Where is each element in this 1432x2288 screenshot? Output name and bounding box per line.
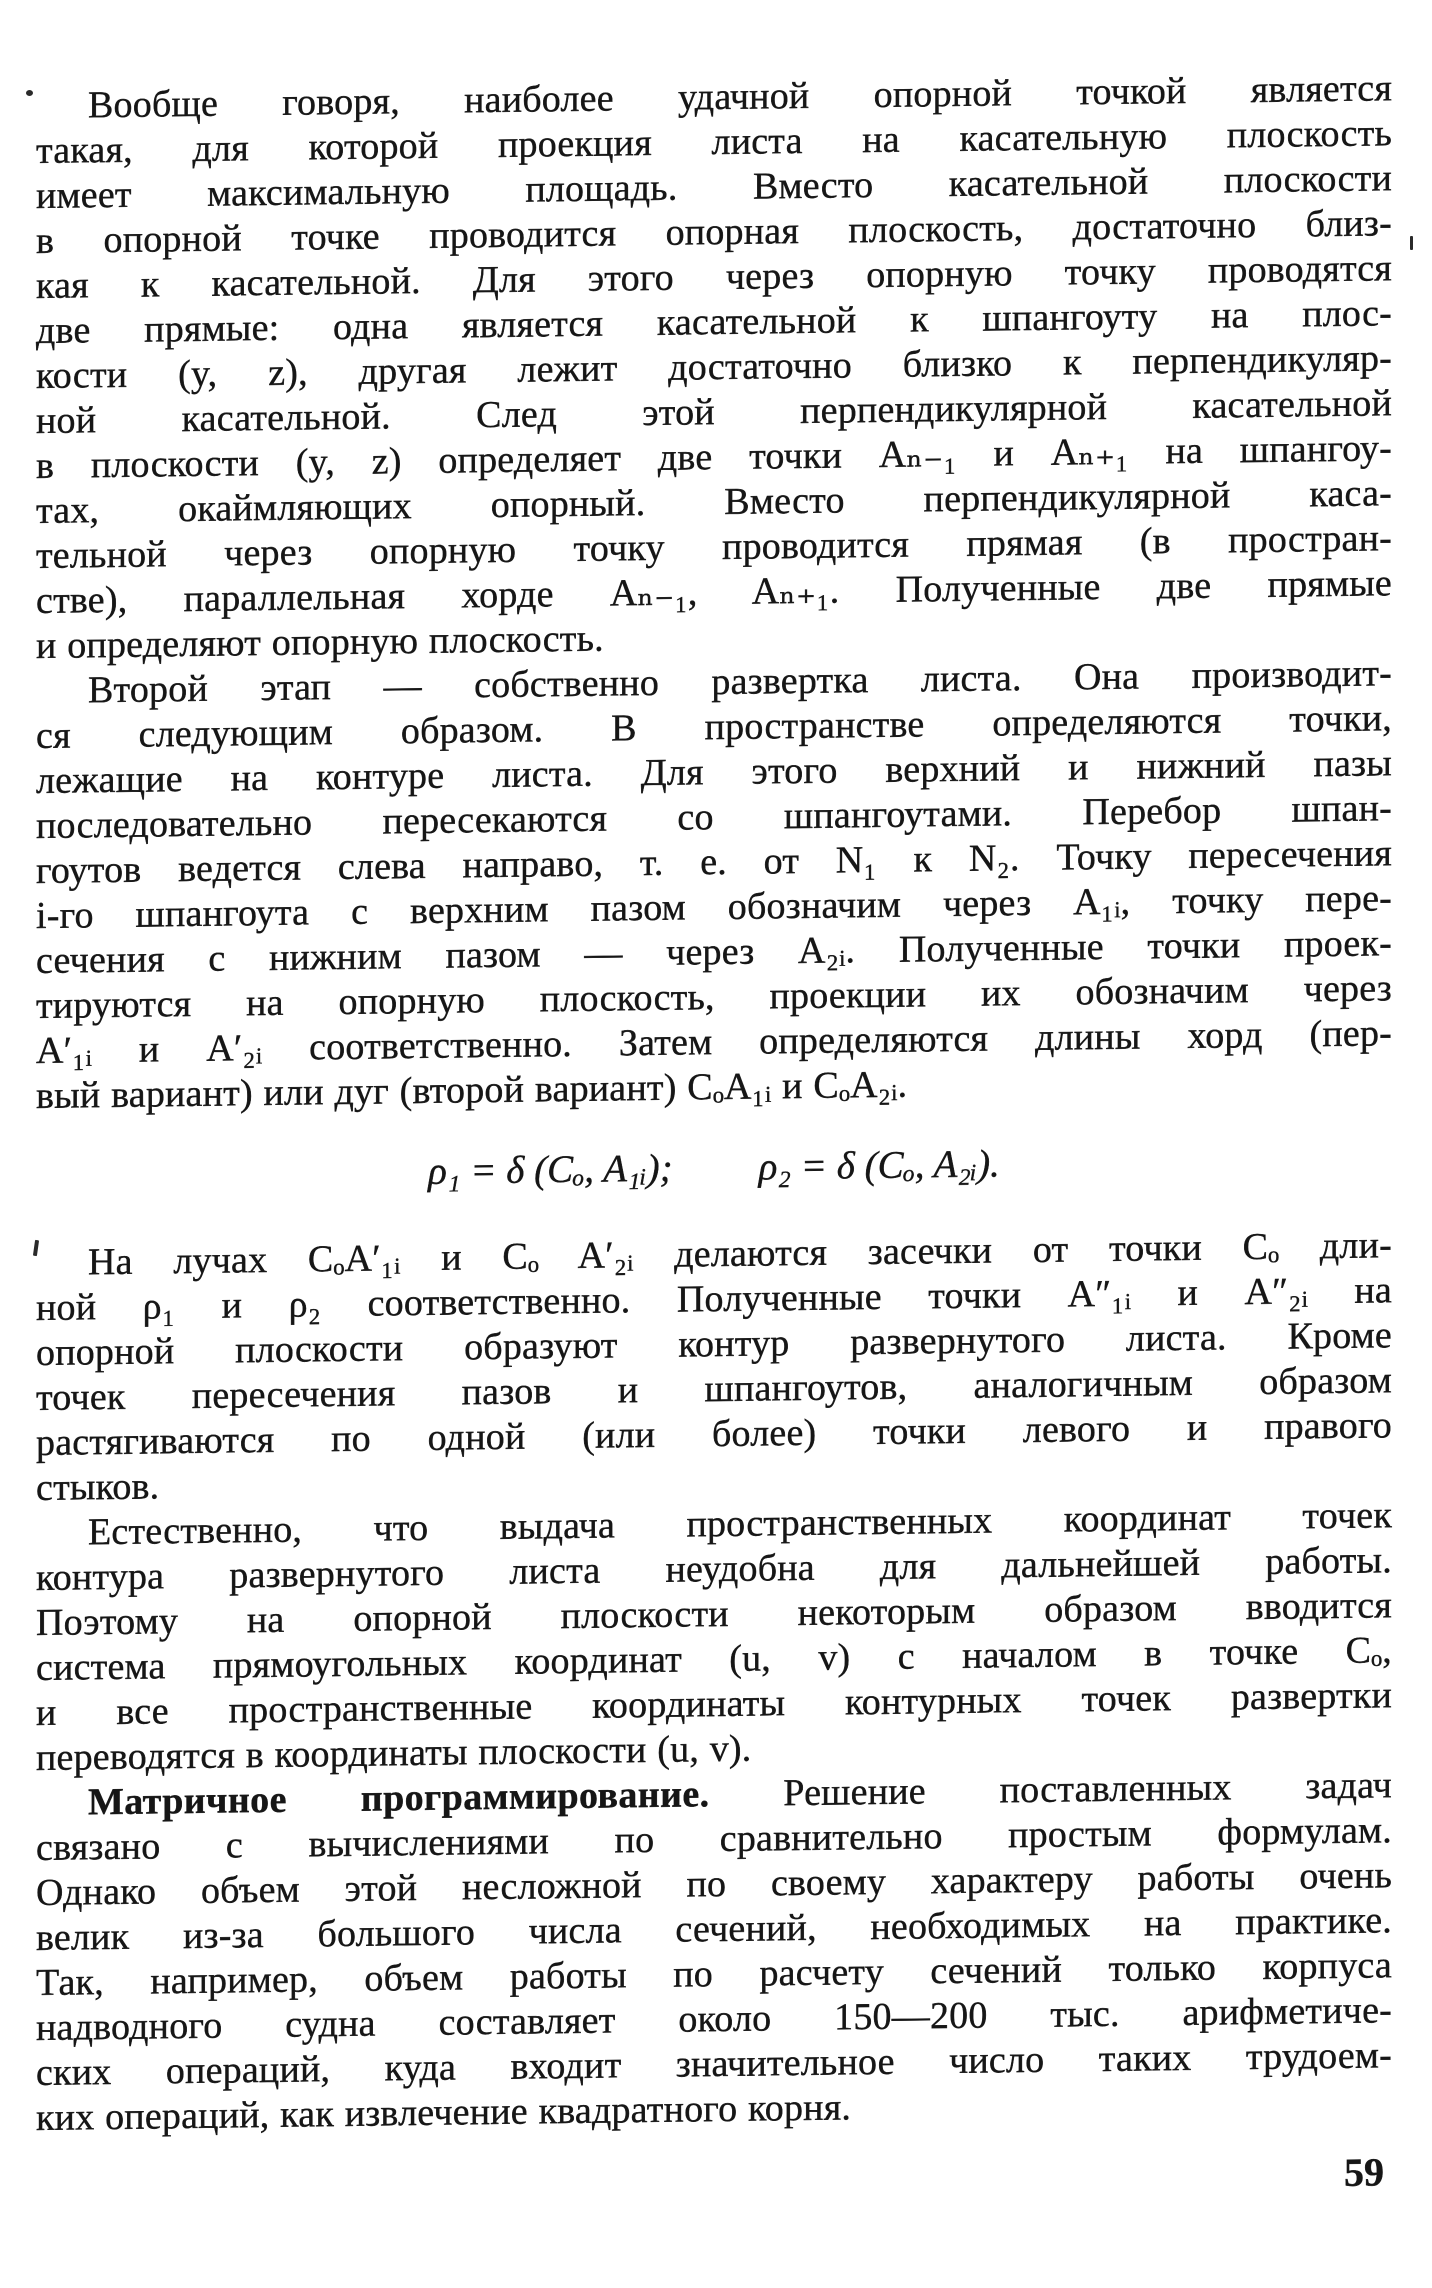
text-line: гоутов ведется слева направо, т. е. от N₁ к N₂. Точку пересечения bbox=[36, 832, 1392, 892]
text-line: ских операций, куда входит значительное число таких трудоем- bbox=[36, 2034, 1392, 2094]
text-line: контура развернутого листа неудобна для дальнейшей работы. bbox=[36, 1539, 1392, 1599]
text-line: Так, например, объем работы по расчету сечений только корпуса bbox=[36, 1944, 1392, 2004]
text-line: стве), параллельная хорде Aₙ₋₁, Aₙ₊₁. Полученные две прямые bbox=[36, 562, 1392, 622]
text-line: ся следующим образом. В пространстве определяются точки, bbox=[36, 697, 1392, 757]
text-line: переводятся в координаты плоскости (u, v). bbox=[36, 1727, 752, 1779]
text-line: Естественно, что выдача пространственных координат точек bbox=[88, 1494, 1392, 1554]
text-line: растягиваются по одной (или более) точки левого и правого bbox=[36, 1404, 1392, 1464]
text-line: тируются на опорную плоскость, проекции их обозначим через bbox=[36, 967, 1392, 1027]
text-line: две прямые: одна является касательной к шпангоуту на плос- bbox=[36, 292, 1392, 352]
text-line: в опорной точке проводится опорная плоскость, достаточно близ- bbox=[36, 202, 1392, 262]
bold-lead: Матричное программирование. bbox=[88, 1773, 710, 1824]
text-line: опорной плоскости образуют контур развернутого листа. Кроме bbox=[36, 1314, 1392, 1374]
scan-speck bbox=[26, 90, 33, 96]
line-text: Решение поставленных задач bbox=[709, 1764, 1392, 1816]
text-line: i-го шпангоута с верхним пазом обозначим через A₁ᵢ, точку пере- bbox=[36, 877, 1392, 937]
text-line: Второй этап — собственно развертка листа. Она производит- bbox=[88, 652, 1392, 712]
text-line: велик из-за большого числа сечений, необходимых на практике. bbox=[36, 1899, 1392, 1959]
text-line: имеет максимальную площадь. Вместо касательной плоскости bbox=[36, 157, 1392, 217]
text-line: в плоскости (y, z) определяет две точки Aₙ₋₁ и Aₙ₊₁ на шпангоу- bbox=[36, 427, 1392, 487]
text-line: кая к касательной. Для этого через опорную точку проводятся bbox=[36, 247, 1392, 307]
text-line: Поэтому на опорной плоскости некоторым образом вводится bbox=[36, 1584, 1392, 1644]
text-line: A′₁ᵢ и A′₂ᵢ соответственно. Затем определяются длины хорд (пер- bbox=[36, 1012, 1392, 1072]
text-line: кости (y, z), другая лежит достаточно близко к перпендикуляр- bbox=[36, 337, 1392, 397]
paragraph bbox=[36, 1223, 1392, 1511]
text-line: надводного судна составляет около 150—200 тыс. арифметиче- bbox=[36, 1989, 1392, 2049]
text-line: ной ρ₁ и ρ₂ соответственно. Полученные точки A″₁ᵢ и A″₂ᵢ на bbox=[36, 1269, 1392, 1329]
text-line: сечения с нижним пазом — через A₂ᵢ. Полученные точки проек- bbox=[36, 922, 1392, 982]
paragraph bbox=[36, 66, 1392, 669]
text-line: тельной через опорную точку проводится прямая (в простран- bbox=[36, 517, 1392, 577]
paragraph bbox=[36, 651, 1392, 1119]
text-line: последовательно пересекаются со шпангоутами. Перебор шпан- bbox=[36, 787, 1392, 847]
page-number: 59 bbox=[1344, 2149, 1384, 2195]
paragraph bbox=[36, 1493, 1392, 1781]
formula-right: ρ₂ = δ (Cₒ, A₂ᵢ). bbox=[758, 1142, 1000, 1189]
text-line: лежащие на контуре листа. Для этого верхний и нижний пазы bbox=[36, 742, 1392, 802]
text-line: Однако объем этой несложной по своему характеру работы очень bbox=[36, 1854, 1392, 1914]
text-line: стыков. bbox=[36, 1465, 160, 1509]
text-line: такая, для которой проекция листа на касательную плоскость bbox=[36, 112, 1392, 172]
paragraph bbox=[36, 1763, 1392, 2141]
text-line: вый вариант) или дуг (второй вариант) CₒA₁ᵢ и CₒA₂ᵢ. bbox=[36, 1063, 908, 1117]
text-line: ной касательной. След этой перпендикулярной касательной bbox=[36, 382, 1392, 442]
scan-speck bbox=[1410, 236, 1413, 250]
text-line: Вообще говоря, наиболее удачной опорной точкой является bbox=[88, 67, 1392, 127]
formula bbox=[36, 1131, 1392, 1205]
text-line: и все пространственные координаты контурных точек развертки bbox=[36, 1674, 1392, 1734]
text-block bbox=[36, 66, 1392, 2195]
text-line: система прямоугольных координат (u, v) с началом в точке Cₒ, bbox=[36, 1629, 1392, 1689]
text-line: ких операций, как извлечение квадратного корня. bbox=[36, 2086, 852, 2139]
formula-left: ρ₁ = δ (Cₒ, A₁ᵢ); bbox=[428, 1146, 673, 1193]
text-line: точек пересечения пазов и шпангоутов, аналогичным образом bbox=[36, 1359, 1392, 1419]
text-line: На лучах CₒA′₁ᵢ и Cₒ A′₂ᵢ делаются засечки от точки Cₒ дли- bbox=[88, 1224, 1392, 1284]
text-line: связано с вычислениями по сравнительно простым формулам. bbox=[36, 1809, 1392, 1869]
text-line: и определяют опорную плоскость. bbox=[36, 617, 604, 667]
text-line: тах, окаймляющих опорный. Вместо перпендикулярной каса- bbox=[36, 472, 1392, 532]
